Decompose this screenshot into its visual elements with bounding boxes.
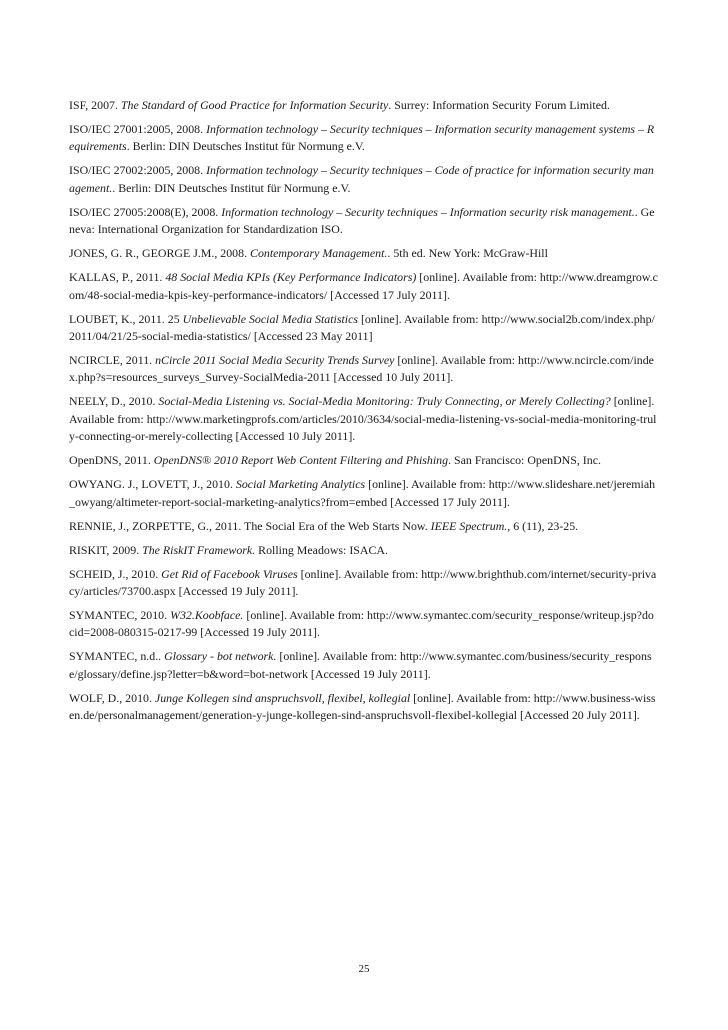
reference-entry [69,269,659,304]
reference-entry [69,607,659,642]
reference-authors-year: LOUBET, K., 2011. 25 [69,311,183,326]
reference-authors-year: ISO/IEC 27005:2008(E), 2008. [69,204,222,219]
reference-publication-details: [online]. Available from: http://www.slideshare.net/jeremiah_owyang/altimeter-report-social-marketing-analytics?from=embed [Accessed 17 July 2011]. [69,477,656,509]
reference-authors-year: KALLAS, P., 2011. [69,270,166,285]
reference-title: Information technology – Security techniques – Information security management systems – Requirements [69,122,655,154]
reference-title: Social-Media Listening vs. Social-Media Monitoring: Truly Connecting, or Merely Collecting? [158,394,611,409]
reference-title: Junge Kollegen sind anspruchsvoll, flexibel, kollegial [154,690,411,705]
reference-entry [69,204,659,239]
reference-title: The RiskIT Framework. [142,542,256,557]
reference-publication-details: . Geneva: International Organization for Standardization ISO. [69,204,655,237]
reference-list [69,97,659,731]
reference-title: OpenDNS® 2010 Report Web Content Filtering and Phishing [153,453,449,468]
reference-entry [69,566,659,601]
reference-publication-details: [online]. Available from: http://www.dreamgrow.com/48-social-media-kpis-key-performance-indicators/ [Accessed 17 July 2011]. [69,270,658,302]
reference-publication-details: [online]. Available from: http://www.ncircle.com/index.php?s=resources_surveys_Survey-SocialMedia-2011 [Accessed 10 July 2011]. [69,353,654,385]
reference-publication-details: , 6 (11), 23-25. [507,518,579,533]
reference-entry [69,690,659,725]
reference-title: nCircle 2011 Social Media Security Trends Survey [155,353,395,368]
reference-authors-year: RISKIT, 2009. [69,542,143,557]
reference-entry [69,542,659,559]
reference-entry [69,311,659,346]
reference-entry [69,97,659,114]
reference-publication-details: [online]. Available from: http://www.marketingprofs.com/articles/2010/3634/social-media-listening-vs-social-media-monitoring-truly-connecting-or-merely-collecting [Accessed 10 July 2011]. [69,394,657,444]
reference-title: Get Rid of Facebook Viruses [161,566,298,581]
reference-publication-details: . Berlin: DIN Deutsches Institut für Normung e.V. [126,139,365,154]
reference-title: The Standard of Good Practice for Information Security [120,98,389,112]
reference-entry [69,352,659,387]
reference-publication-details: [online]. Available from: http://www.symantec.com/business/security_response/glossary/define.jsp?letter=b&word=bot-network [Accessed 19 July 2011]. [69,649,652,681]
reference-publication-details: [online]. Available from: http://www.business-wissen.de/personalmanagement/generation-y-junge-kollegen-sind-anspruchsvoll-flexibel-kollegial [Accessed 20 July 2011]. [69,690,656,723]
reference-entry [69,452,659,469]
reference-title: Social Marketing Analytics [235,477,366,492]
reference-publication-details: . Berlin: DIN Deutsches Institut für Normung e.V. [112,180,351,195]
reference-authors-year: SYMANTEC, 2010. [69,608,171,623]
reference-entry [69,162,659,197]
reference-title: Information technology – Security techniques – Code of practice for information security management. [69,163,654,195]
reference-authors-year: ISO/IEC 27001:2005, 2008. [69,122,207,136]
reference-authors-year: NCIRCLE, 2011. [69,353,156,368]
reference-publication-details: Rolling Meadows: ISACA. [255,542,388,557]
reference-publication-details: [online]. Available from: http://www.social2b.com/index.php/2011/04/21/25-social-media-statistics/ [Accessed 23 May 2011] [69,311,655,344]
reference-authors-year: OWYANG. J., LOVETT, J., 2010. [69,477,236,492]
reference-publication-details: [online]. Available from: http://www.symantec.com/security_response/writeup.jsp?docid=2008-080315-0217-99 [Accessed 19 July 2011]. [69,608,654,640]
reference-publication-details: . Surrey: Information Security Forum Limited. [388,98,610,112]
reference-title: 48 Social Media KPIs (Key Performance Indicators) [165,270,417,285]
reference-entry [69,476,659,511]
page-number: 25 [358,963,370,975]
reference-title: IEEE Spectrum. [430,518,508,533]
reference-publication-details: . 5th ed. New York: McGraw-Hill [387,246,548,261]
reference-entry [69,121,659,156]
reference-authors-year: NEELY, D., 2010. [69,394,159,409]
reference-authors-year: JONES, G. R., GEORGE J.M., 2008. [69,246,251,261]
reference-authors-year: SYMANTEC, n.d.. [69,649,165,664]
reference-entry [69,648,659,683]
reference-authors-year: OpenDNS, 2011. [69,453,154,468]
reference-title: W32.Koobface. [170,608,244,623]
reference-title: Contemporary Management. [250,246,388,261]
reference-publication-details: [online]. Available from: http://www.brighthub.com/internet/security-privacy/articles/73700.aspx [Accessed 19 July 2011]. [69,566,657,599]
reference-title: Glossary - bot network. [164,649,277,664]
reference-entry [69,518,659,535]
reference-title: Information technology – Security techniques – Information security risk management. [221,204,635,219]
reference-entry [69,245,659,262]
reference-title: Unbelievable Social Media Statistics [182,311,358,326]
reference-authors-year: RENNIE, J., ZORPETTE, G., 2011. The Social Era of the Web Starts Now. [69,518,431,533]
reference-entry [69,393,659,445]
reference-authors-year: WOLF, D., 2010. [69,690,155,705]
reference-publication-details: . San Francisco: OpenDNS, Inc. [448,453,601,468]
reference-authors-year: ISO/IEC 27002:2005, 2008. [69,163,207,178]
reference-authors-year: ISF, 2007. [69,98,121,112]
reference-authors-year: SCHEID, J., 2010. [69,566,162,581]
